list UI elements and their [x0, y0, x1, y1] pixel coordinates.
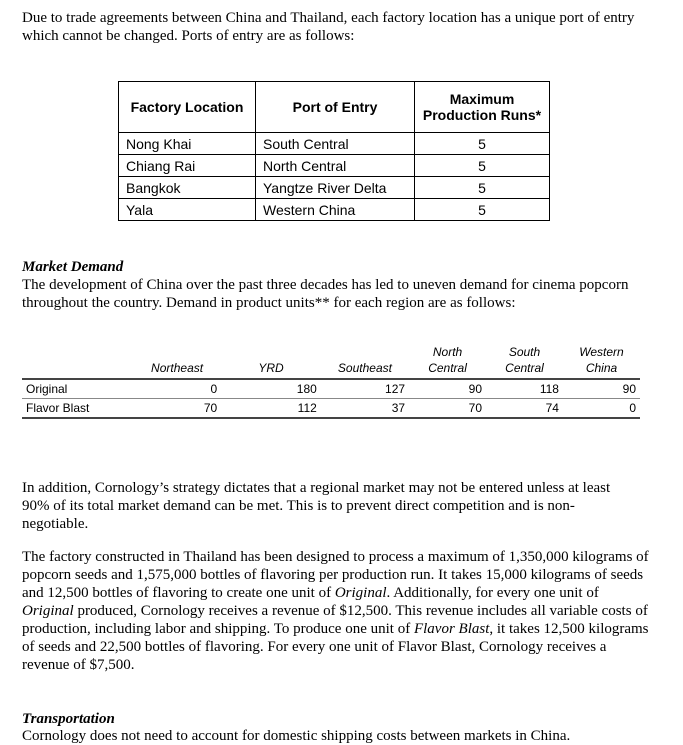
- cell: 0: [133, 379, 221, 399]
- cell: Nong Khai: [119, 133, 256, 155]
- cell: 90: [409, 379, 486, 399]
- header-max-runs: Maximum Production Runs*: [415, 82, 550, 133]
- demand-table: [22, 344, 640, 419]
- cell: 37: [321, 399, 409, 419]
- cell: 5: [415, 133, 550, 155]
- table-row: [119, 155, 550, 177]
- cell: 0: [563, 399, 640, 419]
- text: produced, Cornology receives a revenue of $12,500. This revenue includes all variable costs of production, including labor and shipping. To produce one unit of: [22, 603, 648, 637]
- cell: 118: [486, 379, 563, 399]
- cell: Bangkok: [119, 177, 256, 199]
- cell: Original: [22, 379, 133, 399]
- table-row: [119, 133, 550, 155]
- ports-of-entry-table: [118, 81, 550, 221]
- table-header-row: [22, 344, 640, 379]
- transportation-paragraph: Cornology does not need to account for domestic shipping costs between markets in China.: [22, 728, 571, 744]
- cell: 70: [133, 399, 221, 419]
- header-northeast: Northeast: [133, 344, 221, 379]
- table-row: [22, 399, 640, 419]
- transportation-heading: Transportation: [22, 711, 115, 727]
- table-row: [22, 379, 640, 399]
- market-demand-paragraph: The development of China over the past three decades has led to uneven demand for cinema popcorn throughout the country. Demand in product units** for each region are as follows:: [22, 277, 629, 311]
- strategy-paragraph: In addition, Cornology’s strategy dictates that a regional market may not be entered unless at least 90% of its total market demand can be met. This is to prevent direct competition and is non-negotiable.: [22, 480, 611, 532]
- cell: Yala: [119, 199, 256, 221]
- header-yrd: YRD: [221, 344, 321, 379]
- header-western-china: Western China: [563, 344, 640, 379]
- cell: 70: [409, 399, 486, 419]
- header-north-central: North Central: [409, 344, 486, 379]
- cell: 180: [221, 379, 321, 399]
- cell: Chiang Rai: [119, 155, 256, 177]
- cell: Yangtze River Delta: [256, 177, 415, 199]
- product-name: Original: [22, 603, 74, 619]
- cell: 112: [221, 399, 321, 419]
- text: . Additionally, for every one unit of: [386, 585, 599, 601]
- product-name: Original: [334, 585, 387, 601]
- cell: Flavor Blast: [22, 399, 133, 419]
- cell: 127: [321, 379, 409, 399]
- header-factory-location: Factory Location: [119, 82, 256, 133]
- cell: South Central: [256, 133, 415, 155]
- table-header-row: [119, 82, 550, 133]
- text: , it takes 12,500 kilograms of seeds and 22,500 bottles of flavoring. For every one unit of Flavor Blast, Cornology receives a revenue of $7,500.: [22, 621, 649, 673]
- intro-paragraph: Due to trade agreements between China and Thailand, each factory location has a unique port of entry which cannot be changed. Ports of entry are as follows:: [22, 10, 635, 44]
- cell: 5: [415, 155, 550, 177]
- header-cell: [22, 344, 133, 379]
- cell: Western China: [256, 199, 415, 221]
- market-demand-heading: Market Demand: [22, 259, 124, 275]
- cell: 5: [415, 177, 550, 199]
- header-south-central: South Central: [486, 344, 563, 379]
- cell: 90: [563, 379, 640, 399]
- cell: 74: [486, 399, 563, 419]
- header-southeast: Southeast: [321, 344, 409, 379]
- text: The factory constructed in Thailand has been designed to process a maximum of 1,350,000 kilograms of popcorn seeds and 1,575,000 bottles of flavoring per production run. It takes 15,000 kilograms of seeds and 12,500 bottles of flavoring to create one unit of: [22, 549, 649, 601]
- product-name: Flavor Blast: [413, 621, 490, 637]
- factory-paragraph: [22, 548, 652, 674]
- cell: 5: [415, 199, 550, 221]
- cell: North Central: [256, 155, 415, 177]
- table-row: [119, 177, 550, 199]
- table-row: [119, 199, 550, 221]
- header-port-of-entry: Port of Entry: [256, 82, 415, 133]
